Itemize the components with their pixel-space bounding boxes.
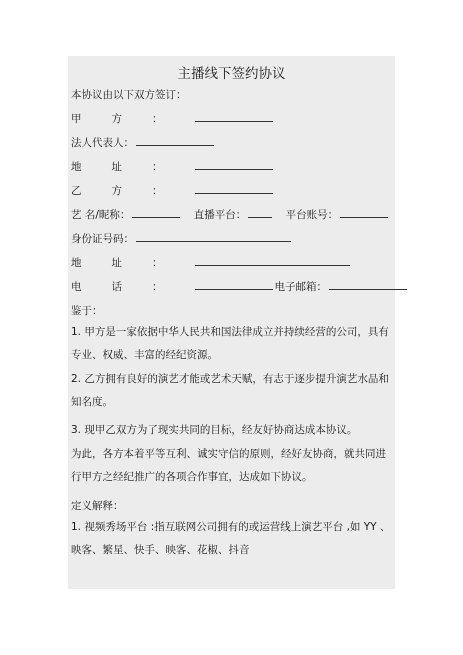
id-blank [136, 231, 291, 242]
platform-account-blank [340, 207, 388, 218]
address2-blank [195, 255, 350, 266]
legal-rep-line [71, 135, 216, 150]
legal-rep-blank [136, 135, 214, 146]
platform-account-label: 平台账号： [285, 209, 339, 221]
party-b-blank [195, 183, 273, 194]
id-line [71, 231, 293, 246]
phone-line [71, 279, 409, 294]
stage-name-label: 艺 名/昵称： [71, 209, 131, 221]
address2-label: 地址： [71, 257, 193, 269]
document-page [68, 56, 395, 589]
id-label: 身份证号码： [71, 233, 134, 245]
platform-label: 直播平台： [193, 209, 247, 221]
document-title: 主播线下签约协议 [177, 66, 286, 82]
clause-3: 3. 现甲乙双方为了现实共同的目标，经友好协商达成本协议。 [71, 424, 358, 436]
address2-line [71, 255, 352, 270]
party-b-label: 乙方： [71, 185, 193, 197]
party-a-label: 甲方： [71, 113, 193, 125]
party-a-line [71, 111, 275, 126]
address-blank [195, 159, 273, 170]
address-line [71, 159, 275, 174]
party-b-line [71, 183, 275, 198]
party-a-blank [195, 111, 273, 122]
definitions-heading: 定义解释： [71, 500, 124, 512]
stage-name-blank [132, 207, 180, 218]
platform-blank [248, 207, 272, 218]
email-blank [329, 279, 407, 290]
whereas-line: 鉴于： [71, 305, 103, 317]
definition-1: 1. 视频秀场平台 :指互联网公司拥有的或运营线上演艺平台 ,如 YY 、映客、繁星、快手、映客、花椒、抖音 [71, 521, 391, 557]
legal-rep-label: 法人代表人： [71, 137, 134, 149]
principle-paragraph: 为此，各方本着平等互利、诚实守信的原则，经好友协商，就共同进行甲方之经纪推广的各项合作事宜，达成如下协议。 [71, 448, 386, 484]
clause-2: 2. 乙方拥有良好的演艺才能或艺术天赋，有志于逐步提升演艺水品和知名度。 [71, 373, 389, 409]
stage-name-line [71, 207, 390, 222]
address-label: 地址： [71, 161, 193, 173]
phone-label: 电话： [71, 281, 193, 293]
email-label: 电子邮箱： [274, 281, 327, 293]
clause-1: 1. 甲方是一家依据中华人民共和国法律成立并持续经营的公司，具有专业、权威、丰富的经纪资源。 [71, 326, 389, 362]
phone-blank [195, 279, 273, 290]
intro-line: 本协议由以下双方签订： [71, 89, 187, 101]
